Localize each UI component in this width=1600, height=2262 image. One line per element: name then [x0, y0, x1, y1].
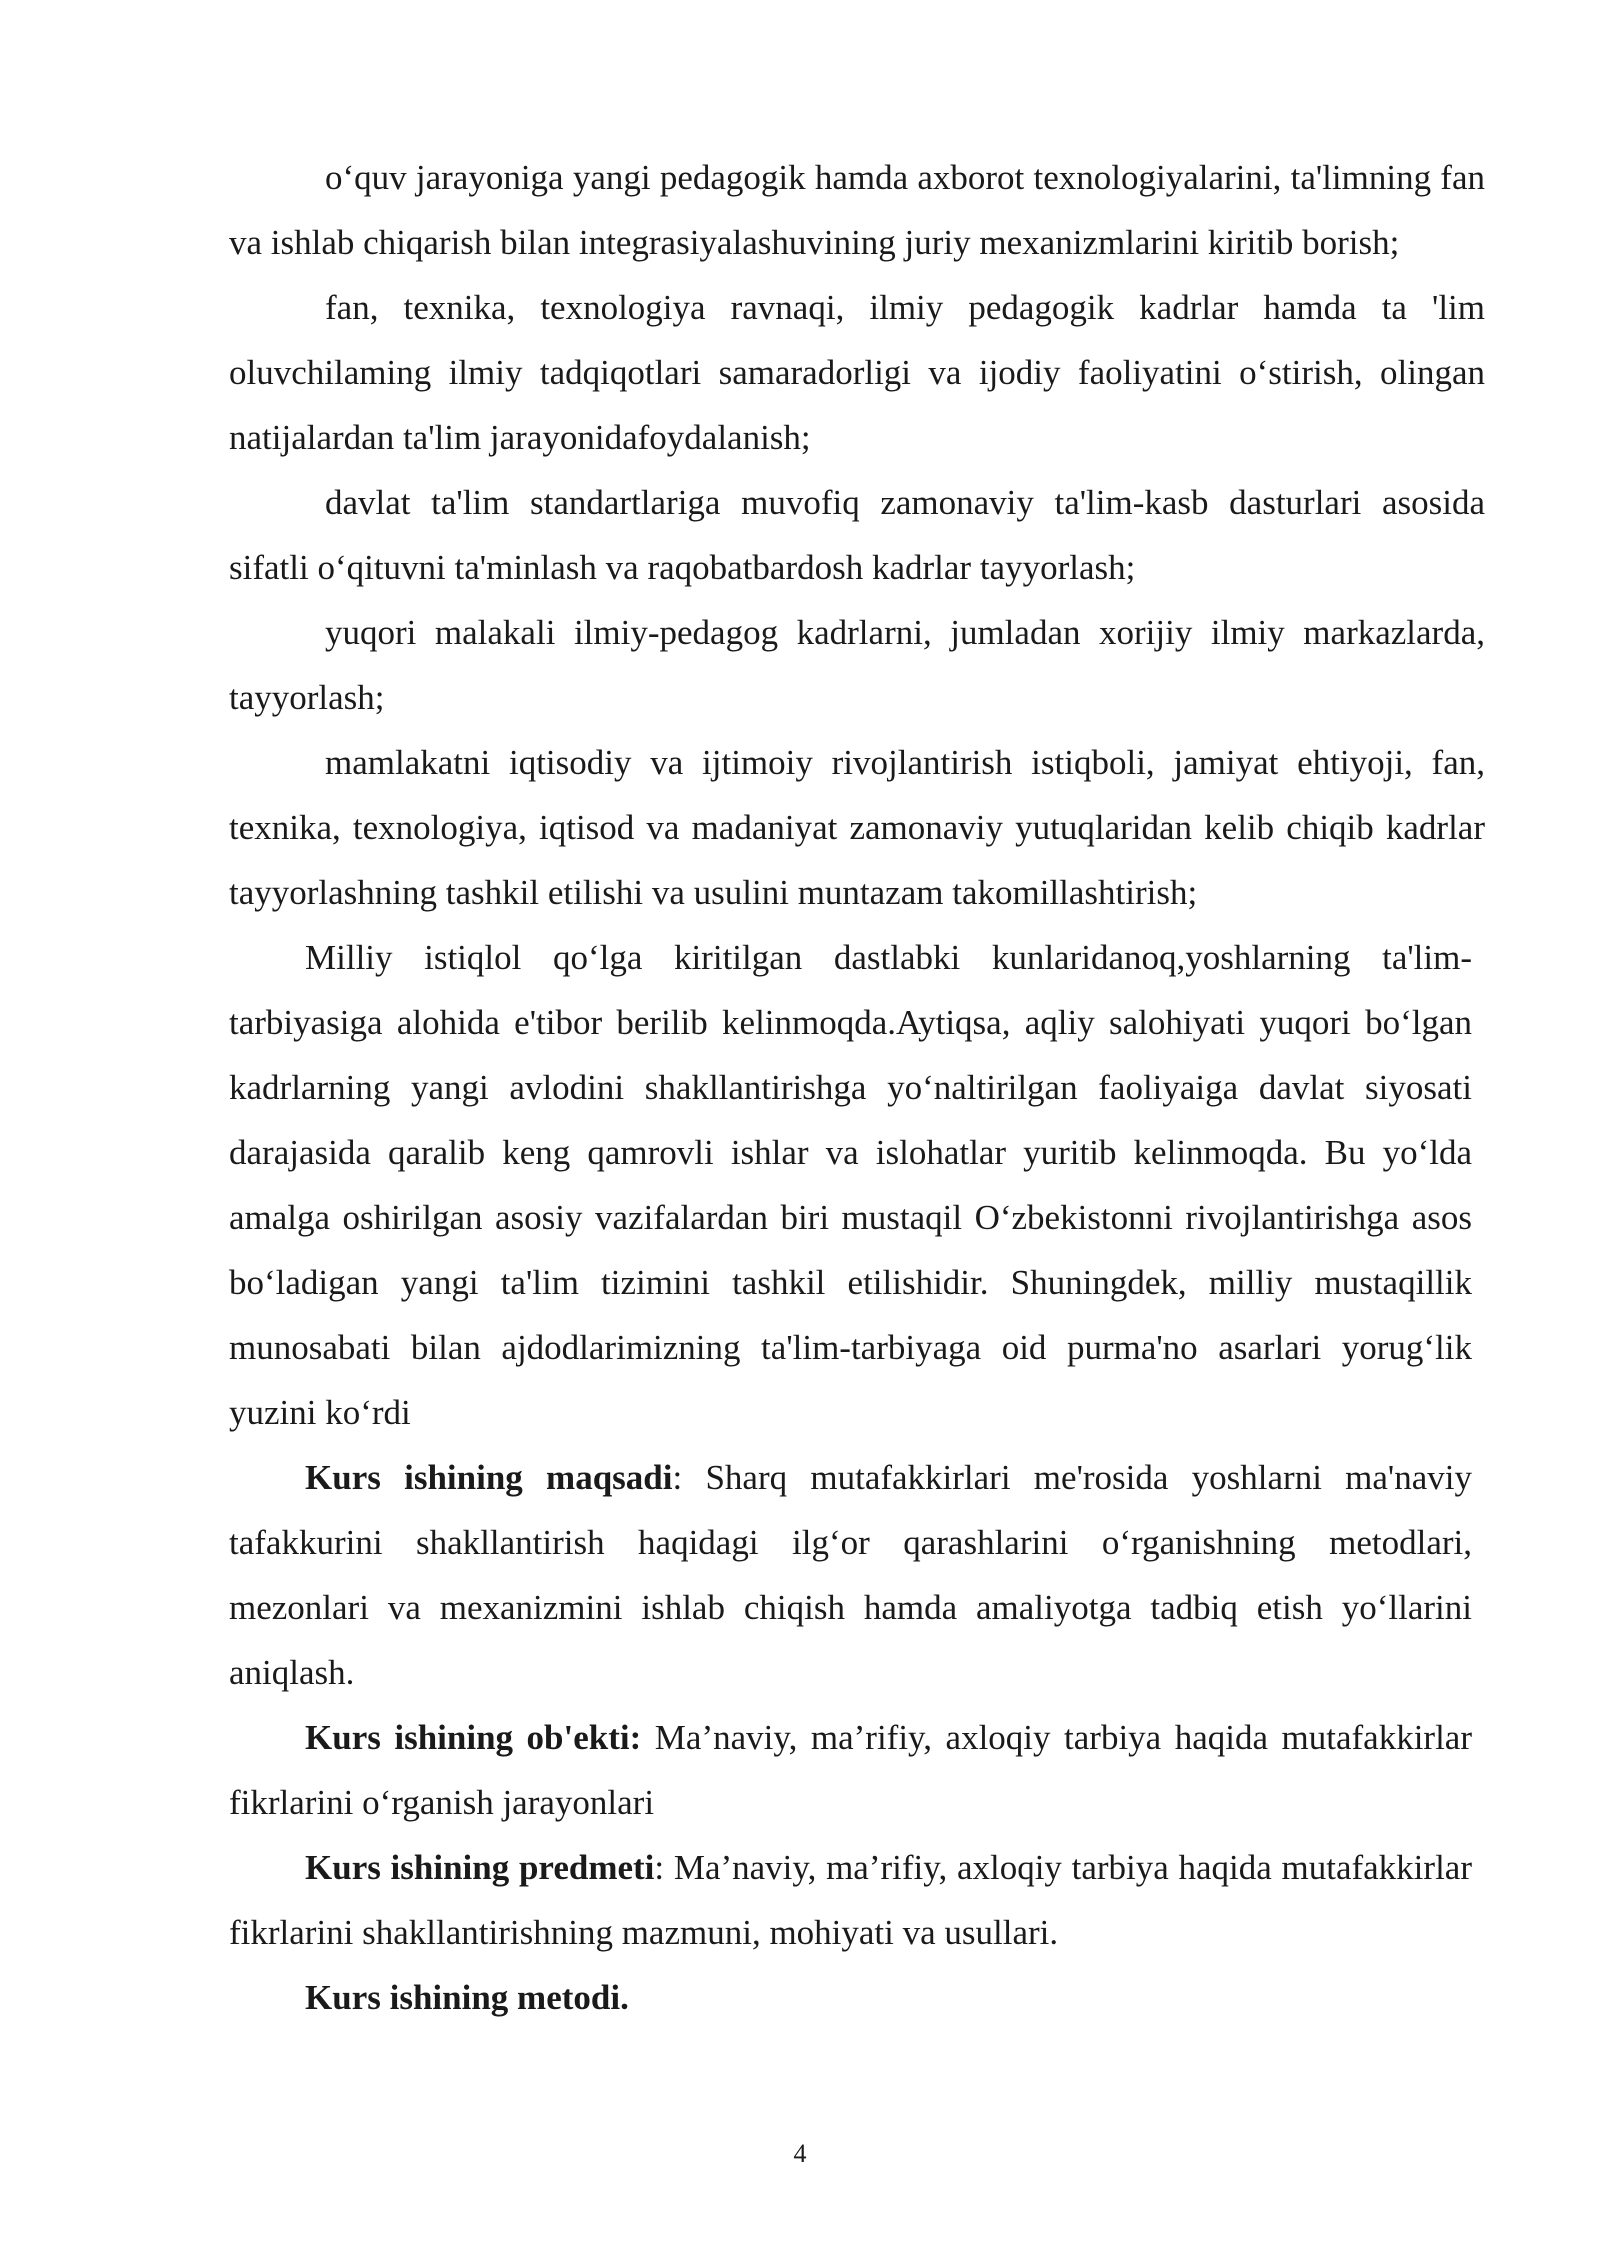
paragraph-course-subject	[229, 1835, 1472, 1965]
course-subject-label: Kurs ishining predmeti	[305, 1848, 655, 1887]
paragraph-text: mamlakatni iqtisodiy va ijtimoiy rivojlantirish istiqboli, jamiyat ehtiyoji, fan, texnika, texnologiya, iqtisod va madaniyat zamonaviy yutuqlaridan kelib chiqib kadrlar tayyorlashning tashkil etilishi va usulini muntazam takomillashtirish;	[229, 743, 1485, 912]
paragraph-independence	[229, 925, 1472, 1445]
paragraph-qualified-staff	[229, 600, 1485, 730]
paragraph-text: fan, texnika, texnologiya ravnaqi, ilmiy pedagogik kadrlar hamda ta 'lim oluvchilaming ilmiy tadqiqotlari samaradorligi va ijodiy faoliyatini o‘stirish, olingan natijalardan ta'lim jarayonidafoydalanish;	[229, 288, 1485, 457]
course-method-label: Kurs ishining metodi.	[305, 1978, 629, 2017]
paragraph-course-goal	[229, 1445, 1472, 1705]
paragraph-text: : Sharq mutafakkirlari me'rosida yoshlarni ma'naviy tafakkurini shakllantirish haqidagi ilg‘or qarashlarini o‘rganishning metodlari, mezonlari va mexanizmini ishlab chiqish hamda amaliyotga tadbiq etish yo‘llarini aniqlash.	[229, 1458, 1472, 1692]
paragraph-course-method	[229, 1965, 1472, 2030]
paragraph-text: Milliy istiqlol qo‘lga kiritilgan dastlabki kunlaridanoq,yoshlarning ta'lim-tarbiyasiga alohida e'tibor berilib kelinmoqda.Aytiqsa, aqliy salohiyati yuqori bo‘lgan kadrlarning yangi avlodini shakllantirishga yo‘naltirilgan faoliyaiga davlat siyosati darajasida qaralib keng qamrovli ishlar va islohatlar yuritib kelinmoqda. Bu yo‘lda amalga oshirilgan asosiy vazifalardan biri mustaqil O‘zbekistonni rivojlantirishga asos bo‘ladigan yangi ta'lim tizimini tashkil etilishidir. Shuningdek, milliy mustaqillik munosabati bilan ajdodlarimizning ta'lim-tarbiyaga oid purma'no asarlari yorug‘lik yuzini ko‘rdi	[229, 938, 1472, 1432]
paragraph-text: davlat ta'lim standartlariga muvofiq zamonaviy ta'lim-kasb dasturlari asosida sifatli o‘qituvni ta'minlash va raqobatbardosh kadrlar tayyorlash;	[229, 483, 1485, 587]
paragraph-state-standards	[229, 470, 1485, 600]
paragraph-course-object	[229, 1705, 1472, 1835]
page-number: 4	[793, 2139, 807, 2168]
paragraph-training-improvement	[229, 730, 1485, 925]
paragraph-text: Ma’naviy, ma’rifiy, axloqiy tarbiya haqida mutafakkirlar fikrlarini o‘rganish jarayonlari	[229, 1718, 1472, 1822]
paragraph-research-efficiency	[229, 275, 1485, 470]
course-goal-label: Kurs ishining maqsadi	[305, 1458, 673, 1497]
paragraph-text: o‘quv jarayoniga yangi pedagogik hamda axborot texnologiyalarini, ta'limning fan va ishlab chiqarish bilan integrasiyalashuvining juriy mexanizmlarini kiritib borish;	[229, 158, 1485, 262]
course-object-label: Kurs ishining ob'ekti:	[305, 1718, 642, 1757]
document-page	[229, 145, 1485, 2030]
paragraph-text: : Ma’naviy, ma’rifiy, axloqiy tarbiya haqida mutafakkirlar fikrlarini shakllantirishning mazmuni, mohiyati va usullari.	[229, 1848, 1472, 1952]
paragraph-teaching-technologies	[229, 145, 1485, 275]
paragraph-text: yuqori malakali ilmiy-pedagog kadrlarni, jumladan xorijiy ilmiy markazlarda, tayyorlash;	[229, 613, 1485, 717]
